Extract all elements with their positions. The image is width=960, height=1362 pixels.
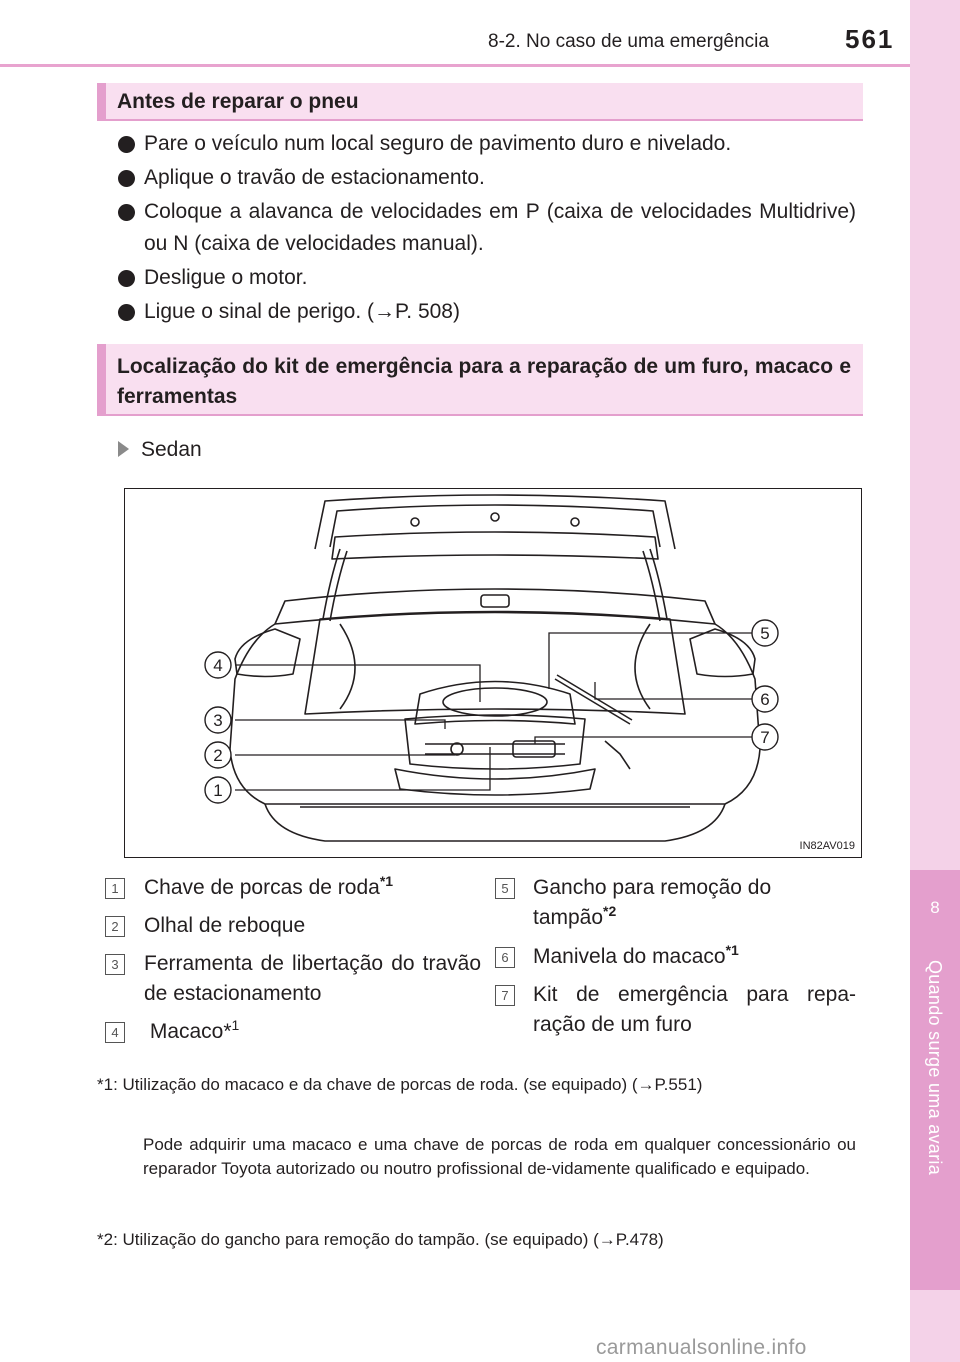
- legend-item-4: Macaco*$^1$: [144, 1017, 240, 1043]
- section-heading-kit-location: Localização do kit de emergência para a reparação de um furo, macaco e ferramentas: [97, 344, 863, 416]
- car-trunk-drawing: [125, 489, 862, 858]
- header-rule: [0, 64, 960, 67]
- watermark: carmanualsonline.info: [596, 1336, 807, 1359]
- legend-number-5: 5: [495, 878, 515, 899]
- section-heading-before-repair: Antes de reparar o pneu: [97, 83, 863, 121]
- footnote-1: *1: Utilização do macaco e da chave de porcas de roda. (se equipado) (→P.551): [97, 1075, 703, 1094]
- trunk-lid-edge: [332, 532, 658, 559]
- legend-number-2: 2: [105, 916, 125, 937]
- legend-item-5: Gancho para remoção do tampão$^{*2}$: [533, 876, 772, 929]
- svg-text:7: 7: [760, 728, 770, 747]
- bullet-icon: [118, 204, 135, 221]
- legend-item-1: Chave de porcas de roda$^{*1}$: [144, 873, 394, 899]
- callout-1: [205, 777, 231, 803]
- precautions-list: [118, 128, 856, 330]
- list-item: Ligue o sinal de perigo. (→P. 508): [118, 296, 856, 328]
- callout-6: [752, 686, 778, 712]
- list-item: Pare o veículo num local seguro de pavimento duro e nivelado.: [118, 128, 856, 160]
- legend-number-7: 7: [495, 985, 515, 1006]
- svg-text:3: 3: [213, 711, 223, 730]
- footnote-1-detail: Pode adquirir uma macaco e uma chave de porcas de roda em qualquer concessionário ou reparador Toyota autorizado ou noutro profissional de-vidamente qualificado e equipado.: [143, 1135, 856, 1178]
- bullet-icon: [118, 304, 135, 321]
- legend-item-3: Ferramenta de libertação do travão de estacionamento: [144, 952, 481, 1005]
- svg-text:5: 5: [760, 624, 770, 643]
- leader-line-6: [595, 682, 755, 699]
- figure-code: IN82AV019: [799, 840, 855, 852]
- list-item: Aplique o travão de estacionamento.: [118, 162, 856, 194]
- list-item: Desligue o motor.: [118, 262, 856, 294]
- legend-number-6: 6: [495, 947, 515, 968]
- leader-line-5: [549, 633, 755, 689]
- callout-3: [205, 707, 231, 733]
- callout-5: [752, 620, 778, 646]
- trunk-illustration: [124, 488, 862, 858]
- legend-number-1: 1: [105, 878, 125, 899]
- chapter-title: Quando surge uma avaria: [925, 960, 945, 1176]
- footnote-2: *2: Utilização do gancho para remoção do tampão. (se equipado) (→P.478): [97, 1230, 664, 1249]
- svg-text:6: 6: [760, 690, 770, 709]
- svg-text:4: 4: [213, 656, 223, 675]
- bullet-icon: [118, 136, 135, 153]
- chapter-number: 8: [930, 898, 940, 917]
- svg-text:2: 2: [213, 746, 223, 765]
- bullet-icon: [118, 170, 135, 187]
- callout-4: [205, 652, 231, 678]
- trunk-lid-outline: [315, 495, 675, 549]
- triangle-bullet-icon: [118, 441, 129, 457]
- page-number: 561: [845, 24, 895, 54]
- legend-number-3: 3: [105, 954, 125, 975]
- leader-line-3: [235, 720, 445, 729]
- trunk-handle: [481, 595, 509, 607]
- bullet-icon: [118, 270, 135, 287]
- legend-item-2: Olhal de reboque: [144, 914, 306, 937]
- callout-7: [752, 724, 778, 750]
- legend-item-7: Kit de emergência para repa-ração de um furo: [533, 983, 856, 1036]
- leader-line-7: [535, 737, 755, 744]
- legend-item-6: Manivela do macaco$^{*1}$: [533, 942, 739, 968]
- legend-number-4: 4: [105, 1022, 125, 1043]
- svg-text:1: 1: [213, 781, 223, 800]
- header-section-title: 8-2. No caso de uma emergência: [488, 31, 769, 52]
- leader-line-4: [235, 665, 480, 702]
- callout-2: [205, 742, 231, 768]
- variant-label: Sedan: [118, 438, 202, 462]
- list-item: Coloque a alavanca de velocidades em P (caixa de velocidades Multidrive) ou N (caixa de velocidades manual).: [118, 196, 856, 260]
